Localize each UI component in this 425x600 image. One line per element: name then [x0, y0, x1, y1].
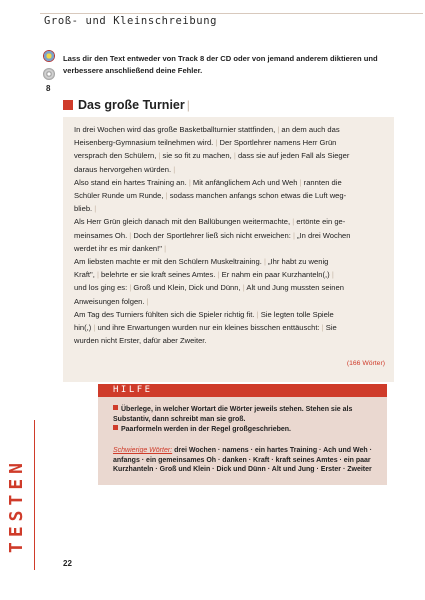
difficult-words-label: Schwierige Wörter:: [113, 447, 173, 454]
text-line: Kraft", | belehrte er sie kraft seines Amtes. | Er nahm ein paar Kurzhanteln(,) |: [74, 270, 334, 280]
cd-track-icon: [43, 50, 55, 62]
text-line: Anweisungen folgen. |: [74, 296, 149, 306]
text-line: Also stand ein hartes Training an. | Mit anfänglichem Ach und Weh | rannten die: [74, 177, 342, 187]
text-line: und los ging es: | Groß und Klein, Dick und Dünn, | Alt und Jung mussten seinen: [74, 283, 344, 293]
hilfe-tip: Paarformeln werden in der Regel großgeschrieben.: [113, 425, 385, 435]
text-line: wurden nicht Erster, dafür aber Zweiter.: [74, 336, 207, 346]
page-number: 22: [63, 559, 72, 568]
instruction-text: Lass dir den Text entweder von Track 8 der CD oder von jemand anderem diktieren und verbessere anschließend deine Fehler.: [63, 54, 378, 75]
text-line: versprach den Schülern, | sie so fit zu machen, | dass sie auf jeden Fall als Sieger: [74, 151, 350, 161]
text-line: Als Herr Grün gleich danach mit den Ballübungen weitermachte, | ertönte ein ge-: [74, 217, 346, 227]
text-line: In drei Wochen wird das große Basketballturnier stattfinden, | an dem auch das: [74, 125, 340, 134]
page-header-title: Groß- und Kleinschreibung: [44, 15, 218, 27]
square-bullet-icon: [113, 405, 118, 410]
exercise-title-row: [63, 97, 190, 113]
text-line: daraus hervorgehen würden. |: [74, 164, 176, 174]
square-bullet-icon: [63, 100, 73, 110]
track-number: 8: [46, 84, 51, 93]
exercise-title: Das große Turnier: [78, 98, 185, 112]
difficult-words-list: drei Wochen · namens · ein hartes Training · Ach und Weh · anfangs · ein gemeinsames Oh · danken · Kraft · kraft seines Amtes · ein paar Kurzhanteln · Groß und Klein · Dick und Dünn · Alt und Jung · Erster · Zweiter: [113, 447, 372, 473]
square-bullet-icon: [113, 425, 118, 430]
text-line: Schüler Runde um Runde, | sodass manchen anfangs schon etwas die Luft weg-: [74, 191, 347, 201]
text-line: Am Tag des Turniers fühlten sich die Spieler richtig fit. | Sie legten tolle Spiele: [74, 309, 334, 319]
side-section-label: TESTEN: [6, 457, 28, 553]
difficult-words: [113, 446, 385, 475]
hilfe-title: HILFE: [113, 385, 153, 395]
title-separator: |: [186, 98, 190, 112]
text-line: hin(,) | und ihre Erwartungen wurden nur ein kleines bisschen enttäuscht: | Sie: [74, 323, 337, 333]
word-count: (166 Wörter): [346, 360, 385, 367]
text-line: Heisenberg-Gymnasium teilnehmen wird. | Der Sportlehrer namens Herr Grün: [74, 138, 337, 148]
text-line: Am liebsten machte er mit den Schülern Muskeltraining. | „Ihr habt zu wenig: [74, 257, 329, 267]
side-divider: [34, 420, 35, 570]
cd-icon: [43, 68, 55, 80]
dictation-text: [74, 123, 386, 347]
text-line: werdet ihr es mir danken!" |: [74, 243, 167, 253]
text-line: meinsames Oh. | Doch der Sportlehrer ließ sich nicht erweichen: | „In drei Wochen: [74, 230, 351, 240]
text-line: blieb. |: [74, 204, 97, 214]
hilfe-tip: Überlege, in welcher Wortart die Wörter jeweils stehen. Stehen sie als Substantiv, dann schreibt man sie groß.: [113, 406, 353, 423]
